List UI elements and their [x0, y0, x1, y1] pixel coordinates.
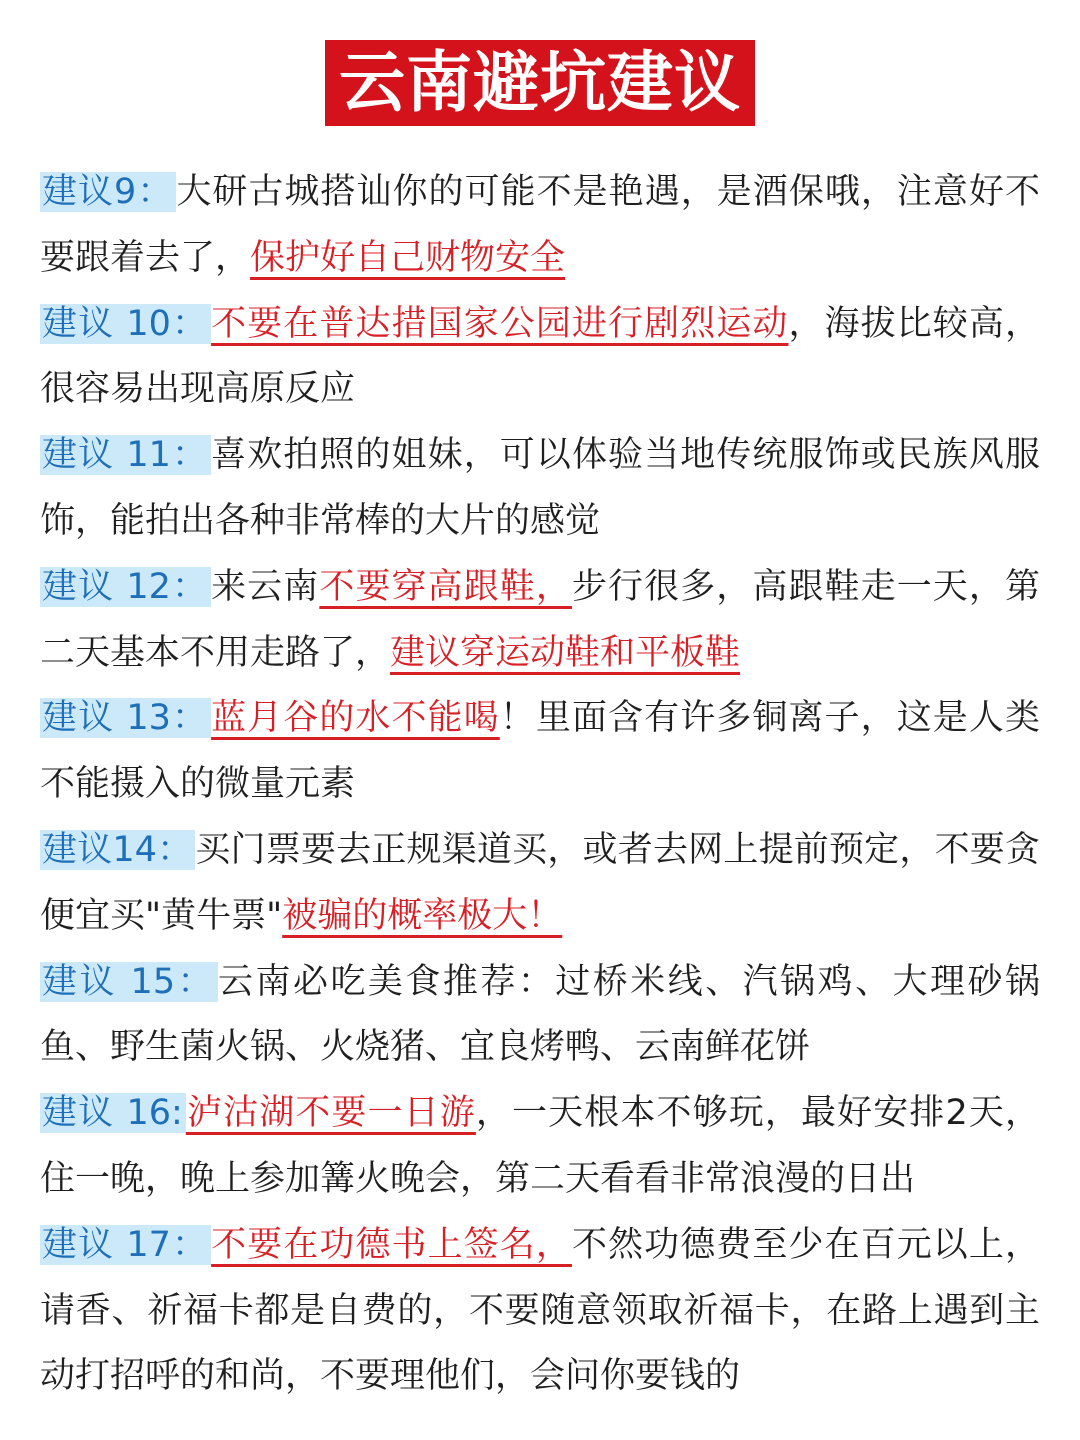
tip-label: 建议 16: [40, 1093, 186, 1133]
tip-17 [40, 1213, 1040, 1410]
tip-text: ，一天根本不够玩，最好安排2天，住一晚，晚上参加篝火晚会，第二天看看非常浪漫的日出 [40, 1093, 1040, 1199]
tip-13 [40, 686, 1040, 818]
tip-text: 来云南 [211, 566, 320, 607]
tip-text: 喜欢拍照的姐妹，可以体验当地传统服饰或民族风服饰，能拍出各种非常棒的大片的感觉 [40, 435, 1040, 541]
tip-label: 建议 13： [40, 698, 211, 738]
tip-label: 建议 10： [40, 304, 211, 344]
tip-10 [40, 292, 1040, 424]
tip-label: 建议 17： [40, 1225, 211, 1265]
title-banner [0, 40, 1080, 126]
tip-text: 不然功德费至少在百元以上，请香、祈福卡都是自费的，不要随意领取祈福卡，在路上遇到主动打招呼的和尚，不要理他们，会问你要钱的 [40, 1224, 1040, 1397]
tip-highlight: 被骗的概率极大！ [282, 895, 563, 936]
tip-label: 建议14： [40, 830, 195, 870]
tip-highlight: 保护好自己财物安全 [250, 237, 566, 278]
tip-label: 建议 12： [40, 567, 211, 607]
tip-label: 建议 11： [40, 435, 211, 475]
tip-12 [40, 555, 1040, 687]
tip-9 [40, 160, 1040, 292]
tip-label: 建议 15： [40, 962, 218, 1002]
tip-highlight: 不要在功德书上签名， [211, 1224, 572, 1265]
tip-11 [40, 423, 1040, 555]
tip-highlight: 蓝月谷的水不能喝 [211, 698, 500, 739]
tip-14 [40, 818, 1040, 950]
tip-text: 云南必吃美食推荐：过桥米线、汽锅鸡、大理砂锅鱼、野生菌火锅、火烧猪、宜良烤鸭、云南鲜花饼 [40, 961, 1040, 1068]
tip-highlight: 建议穿运动鞋和平板鞋 [390, 632, 741, 673]
tip-text: 步行很多，高跟鞋走一天，第二天基本不用走路了， [40, 566, 1040, 673]
tip-text: ！里面含有许多铜离子，这是人类不能摄入的微量元素 [40, 698, 1040, 805]
tip-text: ，海拔比较高，很容易出现高原反应 [40, 303, 1040, 410]
tip-highlight: 不要在普达措国家公园进行剧烈运动 [211, 303, 789, 344]
tip-highlight: 泸沽湖不要一日游 [185, 1093, 476, 1134]
tip-text: 大研古城搭讪你的可能不是艳遇，是酒保哦，注意好不要跟着去了， [40, 172, 1040, 278]
tips-list [40, 160, 1040, 1410]
tip-text: 买门票要去正规渠道买，或者去网上提前预定，不要贪便宜买"黄牛票" [40, 829, 1040, 936]
page-title: 云南避坑建议 [325, 40, 755, 126]
tip-label: 建议9： [40, 172, 176, 212]
tip-15 [40, 950, 1040, 1082]
tip-16 [40, 1081, 1040, 1213]
tip-highlight: 不要穿高跟鞋， [319, 566, 572, 607]
